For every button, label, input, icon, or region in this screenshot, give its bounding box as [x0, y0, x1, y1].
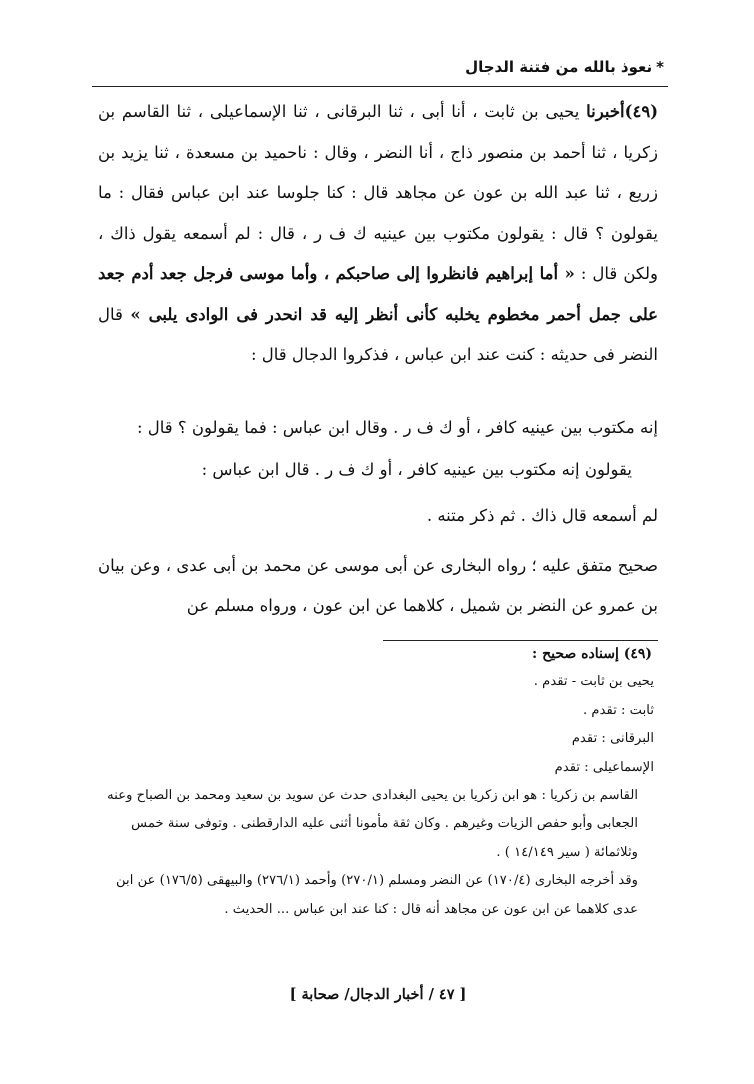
hadith-quote: « أما إبراهيم فانظروا إلى صاحبكم ، وأما موسى فرجل جعد أدم جعد على جمل أحمر مخطوم يخلبه كأنى أنظر إليه قد انحدر فى الوادى يلبى »	[98, 264, 659, 324]
hadith-lead: أخبرنا	[586, 102, 625, 121]
hadith-block	[98, 92, 658, 376]
footnote-biography: القاسم بن زكريا : هو ابن زكريا بن يحيى البغدادى حدث عن سويد بن سعيد ومحمد بن الصباح وعنه الجعابى وأبو حفص الزيات وغيرهم . وكان ثقة مأمونا أثنى عليه الدارقطنى . وتوفى سنة خمس وثلاثمائة ( سير ١٤/١٤٩ ) .	[107, 788, 638, 860]
footnote-heading: (٤٩) إسناده صحيح :	[532, 646, 652, 662]
footnote-line: يحيى بن ثابت - تقدم .	[533, 674, 654, 690]
hadith-takhrij: صحيح متفق عليه ؛ رواه البخارى عن أبى موسى عن محمد بن أبى عدى ، وعن بيان بن عمرو عن النضر بن شميل ، كلاهما عن ابن عون ، ورواه مسلم عن	[98, 556, 658, 615]
hadith-number: (٤٩)	[624, 102, 658, 121]
header-title: نعوذ بالله من فتنة الدجال	[465, 58, 653, 76]
footnote-line: البرقانى : تقدم	[571, 731, 654, 747]
footnote-takhrij: وقد أخرجه البخارى (١٧٠/٤) عن النضر ومسلم (٢٧٠/١) وأحمد (٢٧٦/١) والبيهقى (١٧٦/٥) عن ابن عدى كلاهما عن ابن عون عن مجاهد أنه قال : كنا عند ابن عباس ... الحديث .	[116, 873, 638, 917]
running-header	[104, 58, 664, 76]
page-footer: [ ٤٧ / أخبار الدجال/ صحابة ]	[289, 986, 467, 1003]
hadith-line-2: إنه مكتوب بين عينيه كافر ، أو ك ف ر . وقال ابن عباس : فما يقولون ؟ قال :	[136, 418, 658, 437]
header-star: *	[656, 58, 664, 76]
hadith-line-4: لم أسمعه قال ذاك . ثم ذكر متنه .	[426, 506, 658, 525]
hadith-paragraph	[98, 92, 658, 376]
footnote-line: الإسماعيلى : تقدم	[554, 759, 654, 775]
footnote-line: ثابت : تقدم .	[583, 702, 654, 718]
hadith-isnad-end: قال النضر فى حديثه : كنت عند ابن عباس ، فذكروا الدجال قال :	[98, 304, 658, 364]
header-rule	[92, 86, 668, 87]
hadith-line-3: يقولون إنه مكتوب بين عينيه كافر ، أو ك ف ر . قال ابن عباس :	[201, 460, 632, 479]
footnotes	[98, 640, 654, 924]
hadith-isnad: يحيى بن ثابت ، أنا أبى ، ثنا البرقانى ، ثنا الإسماعيلى ، ثنا القاسم بن زكريا ، ثنا أحمد بن منصور ذاج ، أنا النضر ، وقال : ناحميد بن مسعدة ، ثنا يزيد بن زريع ، ثنا عبد الله بن عون عن مجاهد قال : كنا جلوسا عند ابن عباس فقال : ما يقولون ؟ قال : يقولون مكتوب بين عينيه ك ف ر ، قال : لم أسمعه يقول ذاك ، ولكن قال :	[98, 102, 658, 283]
